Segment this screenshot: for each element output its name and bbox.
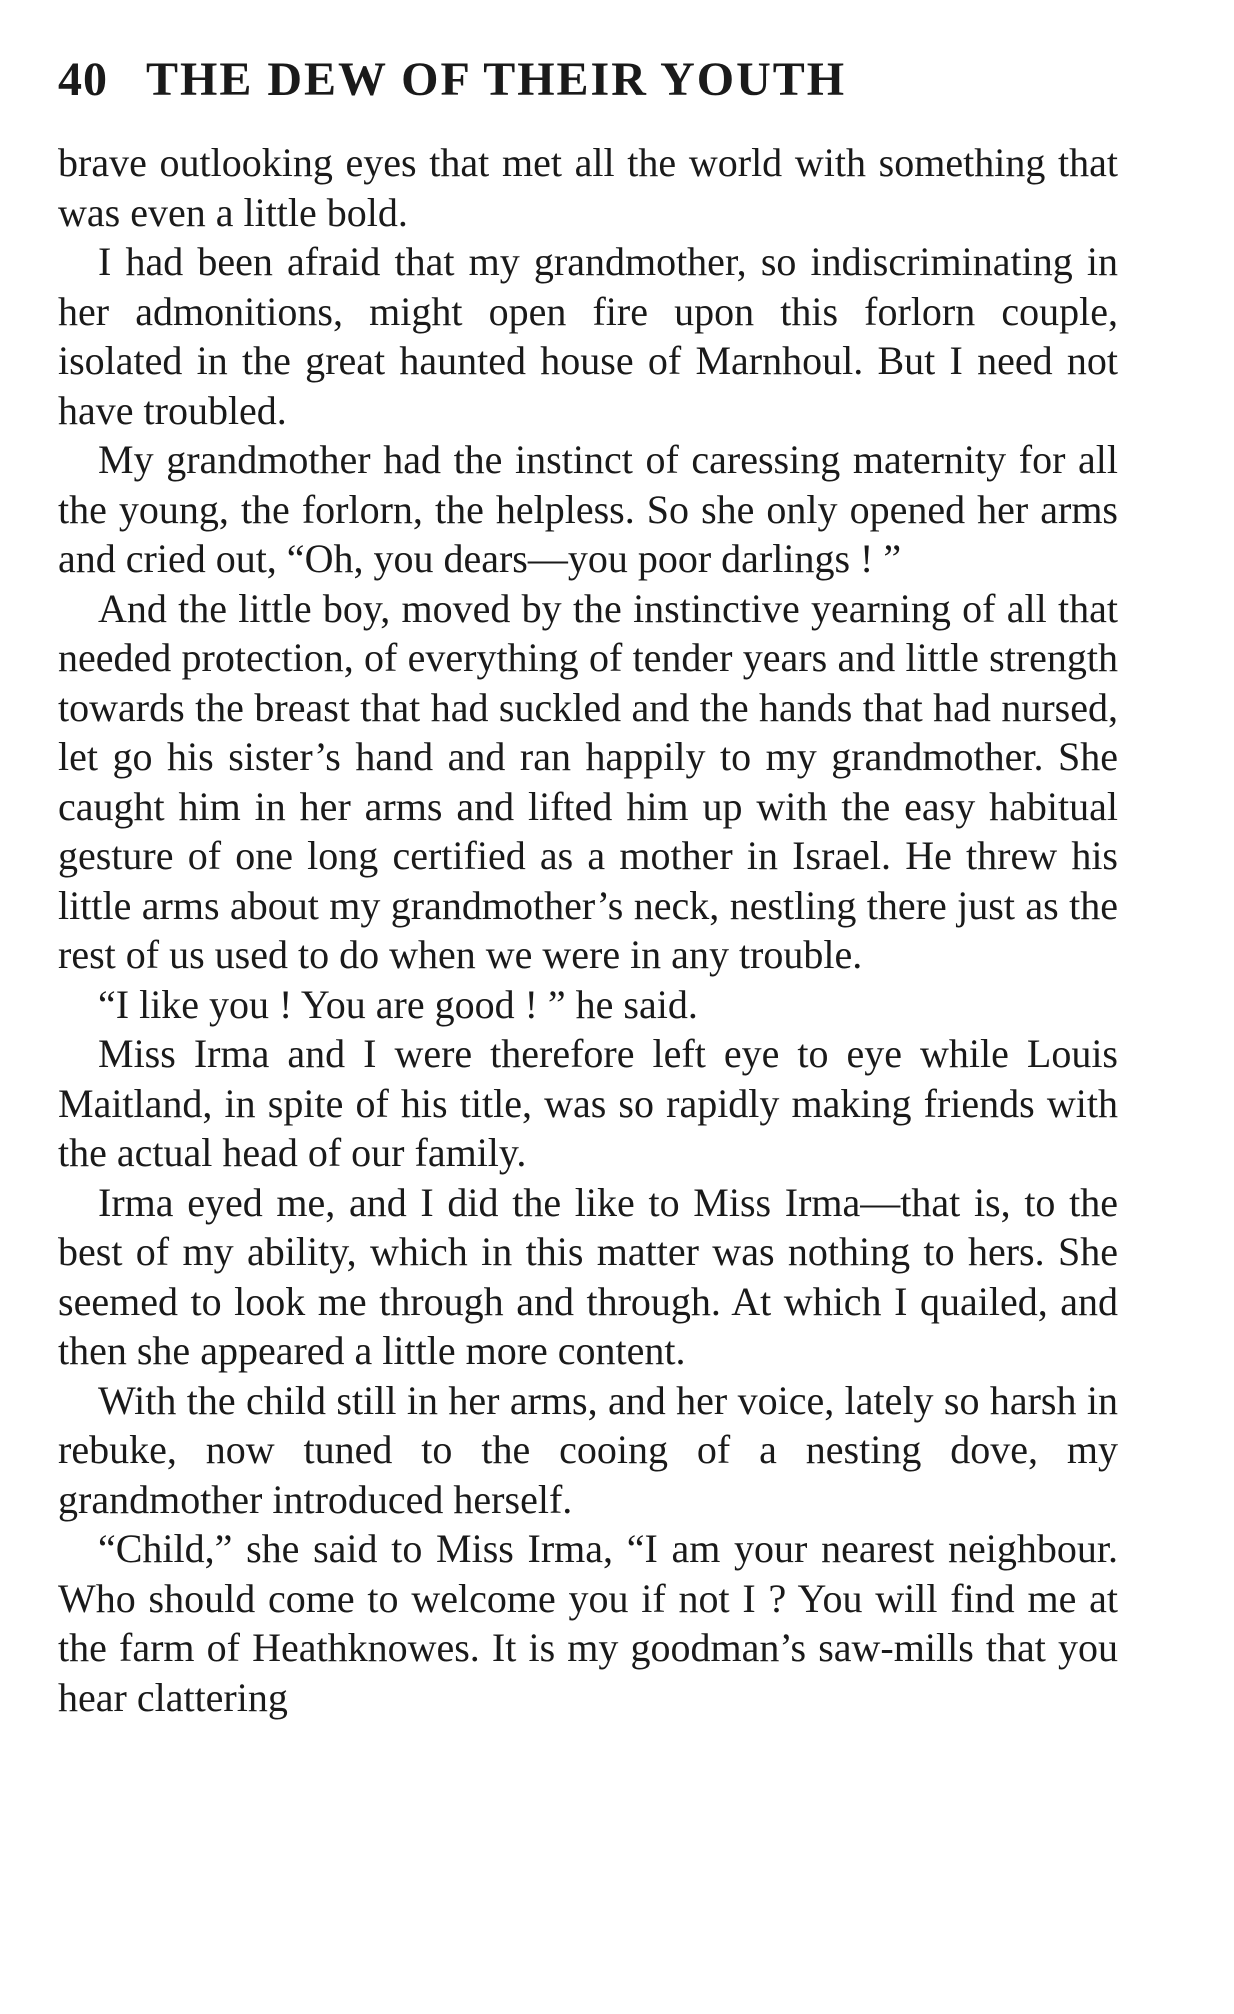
book-page — [58, 52, 1118, 1722]
paragraph: “Child,” she said to Miss Irma, “I am your nearest neighbour. Who should come to welcome you if not I ? You will find me at the farm of Heathknowes. It is my goodman’s saw-mills that you hear clattering — [58, 1526, 1118, 1720]
paragraph: Miss Irma and I were therefore left eye to eye while Louis Maitland, in spite of his title, was so rapidly making friends with the actual head of our family. — [58, 1031, 1118, 1175]
paragraph: My grandmother had the instinct of caressing maternity for all the young, the forlorn, the helpless. So she only opened her arms and cried out, “Oh, you dears—you poor darlings ! ” — [58, 437, 1118, 581]
paragraph: With the child still in her arms, and her voice, lately so harsh in rebuke, now tuned to the cooing of a nesting dove, my grandmother introduced herself. — [58, 1377, 1118, 1522]
body-text — [58, 138, 1118, 1722]
paragraph: brave outlooking eyes that met all the world with something that was even a little bold. — [58, 140, 1118, 235]
running-title: THE DEW OF THEIR YOUTH — [146, 53, 847, 106]
paragraph: And the little boy, moved by the instinctive yearning of all that needed protection, of everything of tender years and little strength towards the breast that had suckled and the hands that had nursed, let go his sister’s hand and ran happily to my grandmother. She caught him in her arms and lifted him up with the easy habitual gesture of one long certified as a mother in Israel. He threw his little arms about my grandmother’s neck, nestling there just as the rest of us used to do when we were in any trouble. — [58, 585, 1118, 977]
page-number: 40 — [58, 53, 108, 106]
paragraph: “I like you ! You are good ! ” he said. — [98, 981, 698, 1027]
paragraph: I had been afraid that my grandmother, so indiscriminating in her admonitions, might open fire upon this forlorn couple, isolated in the great haunted house of Marnhoul. But I need not have troubled. — [58, 239, 1118, 433]
paragraph: Irma eyed me, and I did the like to Miss Irma—that is, to the best of my ability, which in this matter was nothing to hers. She seemed to look me through and through. At which I quailed, and then she appeared a little more content. — [58, 1179, 1118, 1373]
running-head — [58, 52, 1118, 132]
